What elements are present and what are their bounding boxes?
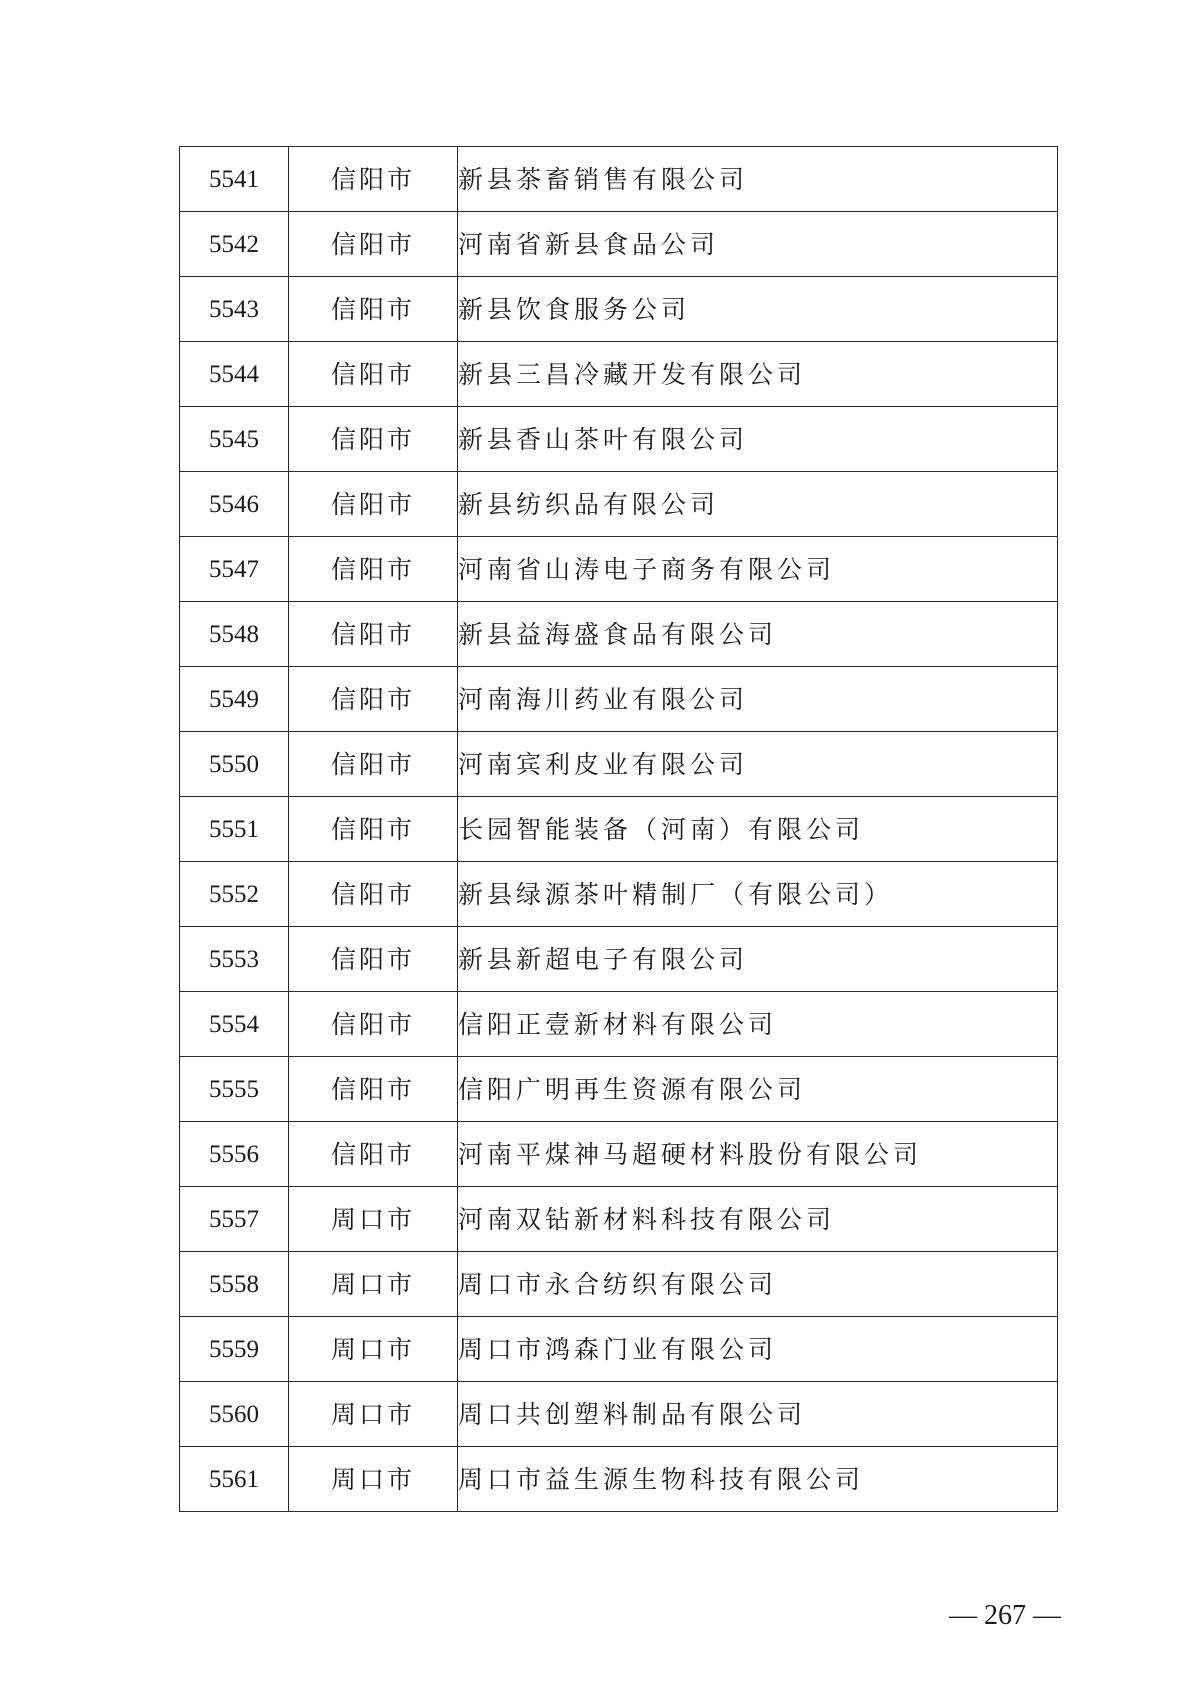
table-row xyxy=(180,862,1058,927)
row-number: 5556 xyxy=(180,1122,289,1187)
row-number: 5545 xyxy=(180,407,289,472)
city-cell: 周口市 xyxy=(289,1317,458,1382)
row-number: 5551 xyxy=(180,797,289,862)
table-row xyxy=(180,1382,1058,1447)
company-name-cell: 新县香山茶叶有限公司 xyxy=(458,407,1058,472)
company-name-cell: 河南省山涛电子商务有限公司 xyxy=(458,537,1058,602)
company-name-cell: 信阳正壹新材料有限公司 xyxy=(458,992,1058,1057)
row-number: 5560 xyxy=(180,1382,289,1447)
row-number: 5544 xyxy=(180,342,289,407)
city-cell: 信阳市 xyxy=(289,147,458,212)
table-row xyxy=(180,147,1058,212)
city-cell: 周口市 xyxy=(289,1187,458,1252)
company-name-cell: 周口共创塑料制品有限公司 xyxy=(458,1382,1058,1447)
row-number: 5554 xyxy=(180,992,289,1057)
row-number: 5550 xyxy=(180,732,289,797)
company-name-cell: 新县益海盛食品有限公司 xyxy=(458,602,1058,667)
row-number: 5549 xyxy=(180,667,289,732)
company-name-cell: 河南海川药业有限公司 xyxy=(458,667,1058,732)
company-name-cell: 周口市鸿森门业有限公司 xyxy=(458,1317,1058,1382)
row-number: 5541 xyxy=(180,147,289,212)
row-number: 5553 xyxy=(180,927,289,992)
company-name-cell: 河南双钻新材料科技有限公司 xyxy=(458,1187,1058,1252)
company-name-cell: 河南省新县食品公司 xyxy=(458,212,1058,277)
table-row xyxy=(180,407,1058,472)
row-number: 5543 xyxy=(180,277,289,342)
company-name-cell: 河南平煤神马超硬材料股份有限公司 xyxy=(458,1122,1058,1187)
table-row xyxy=(180,342,1058,407)
row-number: 5547 xyxy=(180,537,289,602)
city-cell: 周口市 xyxy=(289,1447,458,1512)
table-row xyxy=(180,537,1058,602)
row-number: 5555 xyxy=(180,1057,289,1122)
city-cell: 信阳市 xyxy=(289,342,458,407)
company-name-cell: 新县三昌冷藏开发有限公司 xyxy=(458,342,1058,407)
city-cell: 信阳市 xyxy=(289,1057,458,1122)
company-name-cell: 长园智能装备（河南）有限公司 xyxy=(458,797,1058,862)
table-row xyxy=(180,667,1058,732)
table-row xyxy=(180,1187,1058,1252)
city-cell: 周口市 xyxy=(289,1252,458,1317)
company-table xyxy=(179,146,1058,1512)
city-cell: 周口市 xyxy=(289,1382,458,1447)
table-row xyxy=(180,472,1058,537)
row-number: 5561 xyxy=(180,1447,289,1512)
city-cell: 信阳市 xyxy=(289,992,458,1057)
company-table-body xyxy=(180,147,1058,1512)
company-name-cell: 新县纺织品有限公司 xyxy=(458,472,1058,537)
company-name-cell: 周口市益生源生物科技有限公司 xyxy=(458,1447,1058,1512)
city-cell: 信阳市 xyxy=(289,732,458,797)
company-name-cell: 新县茶畜销售有限公司 xyxy=(458,147,1058,212)
city-cell: 信阳市 xyxy=(289,667,458,732)
row-number: 5558 xyxy=(180,1252,289,1317)
table-row xyxy=(180,797,1058,862)
row-number: 5542 xyxy=(180,212,289,277)
city-cell: 信阳市 xyxy=(289,472,458,537)
city-cell: 信阳市 xyxy=(289,1122,458,1187)
row-number: 5559 xyxy=(180,1317,289,1382)
table-row xyxy=(180,992,1058,1057)
city-cell: 信阳市 xyxy=(289,407,458,472)
table-row xyxy=(180,602,1058,667)
company-name-cell: 河南宾利皮业有限公司 xyxy=(458,732,1058,797)
table-row xyxy=(180,1057,1058,1122)
table-row xyxy=(180,1252,1058,1317)
table-row xyxy=(180,212,1058,277)
city-cell: 信阳市 xyxy=(289,797,458,862)
table-row xyxy=(180,1447,1058,1512)
city-cell: 信阳市 xyxy=(289,277,458,342)
row-number: 5548 xyxy=(180,602,289,667)
page-number: — 267 — xyxy=(949,1600,1061,1631)
city-cell: 信阳市 xyxy=(289,927,458,992)
row-number: 5557 xyxy=(180,1187,289,1252)
table-row xyxy=(180,927,1058,992)
table-row xyxy=(180,277,1058,342)
table-row xyxy=(180,1317,1058,1382)
table-row xyxy=(180,1122,1058,1187)
company-name-cell: 信阳广明再生资源有限公司 xyxy=(458,1057,1058,1122)
table-row xyxy=(180,732,1058,797)
city-cell: 信阳市 xyxy=(289,602,458,667)
row-number: 5546 xyxy=(180,472,289,537)
company-name-cell: 新县新超电子有限公司 xyxy=(458,927,1058,992)
city-cell: 信阳市 xyxy=(289,862,458,927)
row-number: 5552 xyxy=(180,862,289,927)
company-name-cell: 周口市永合纺织有限公司 xyxy=(458,1252,1058,1317)
company-name-cell: 新县绿源茶叶精制厂（有限公司） xyxy=(458,862,1058,927)
company-name-cell: 新县饮食服务公司 xyxy=(458,277,1058,342)
city-cell: 信阳市 xyxy=(289,537,458,602)
city-cell: 信阳市 xyxy=(289,212,458,277)
